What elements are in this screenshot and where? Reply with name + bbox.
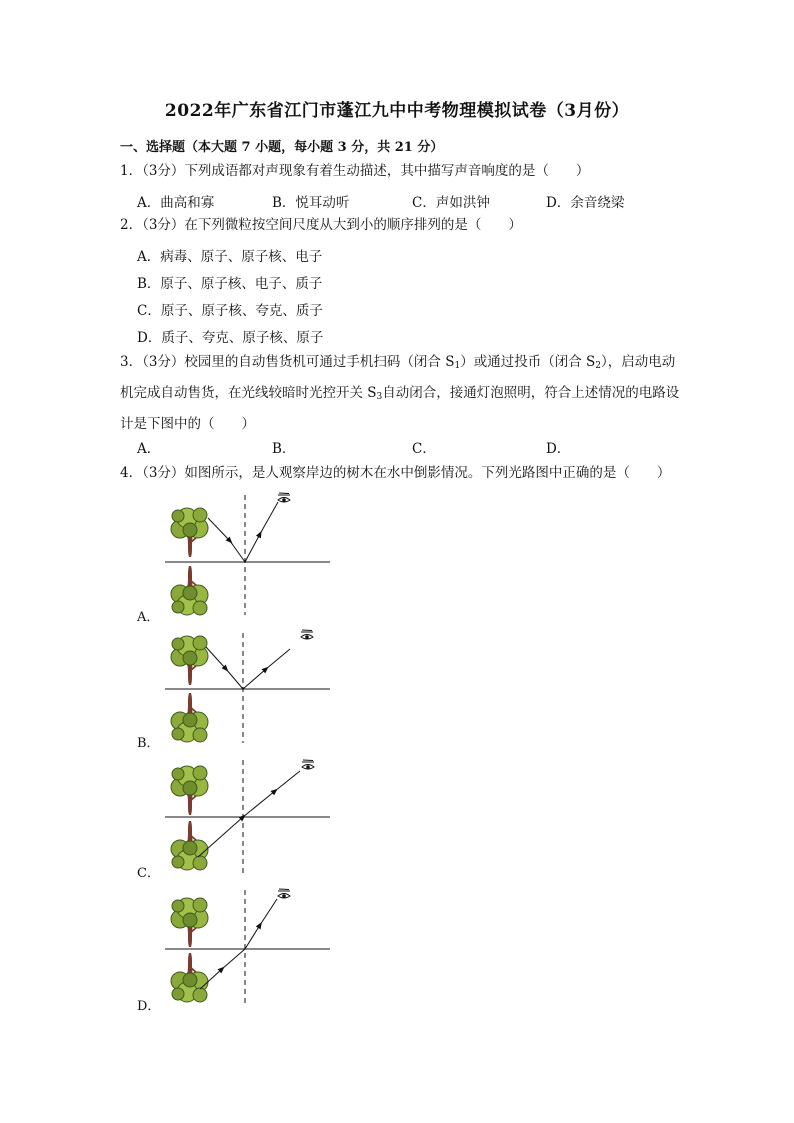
question-4-stem: 4．（3分）如图所示，是人观察岸边的树木在水中倒影情况。下列光路图中正确的是（ ）	[120, 465, 671, 481]
question-4-option-b[interactable]: B．	[137, 736, 160, 751]
light-path-diagram-d	[160, 885, 340, 1010]
question-3-stem: 3．（3分）校园里的自动售货机可通过手机扫码（闭合 $S_1$）或通过投币（闭合 $S_2$），启动电动机完成自动售货，在光线较暗时光控开关 $S_3$自动闭合，接通灯泡照明，符合上述情况的电路设计是下图中的（ ）	[120, 354, 680, 432]
question-4-option-c[interactable]: C．	[137, 866, 160, 881]
question-3-option-a[interactable]: A．	[137, 441, 161, 457]
question-3-option-d[interactable]: D．	[546, 441, 571, 457]
light-path-diagram-b	[160, 625, 340, 750]
light-path-diagram-c	[160, 755, 340, 880]
question-2-option-c[interactable]: C．原子、原子核、夸克、质子	[137, 303, 323, 319]
question-3-option-c[interactable]: C．	[412, 441, 436, 457]
question-1-option-c[interactable]: C．声如洪钟	[412, 195, 490, 211]
question-1-option-d[interactable]: D．余音绕梁	[546, 195, 625, 211]
question-4-option-d[interactable]: D．	[137, 999, 161, 1014]
question-2-option-d[interactable]: D．质子、夸克、原子核、原子	[137, 330, 324, 346]
question-1-option-a[interactable]: A．曲高和寡	[137, 195, 215, 211]
question-4-option-a[interactable]: A．	[137, 610, 160, 625]
section-heading: 一、选择题（本大题 7 小题，每小题 3 分，共 21 分）	[120, 140, 444, 155]
question-2-stem: 2．（3分）在下列微粒按空间尺度从大到小的顺序排列的是（ ）	[120, 217, 522, 233]
question-2-option-a[interactable]: A．病毒、原子、原子核、电子	[137, 249, 323, 265]
question-2-option-b[interactable]: B．原子、原子核、电子、质子	[137, 276, 323, 292]
question-1-option-b[interactable]: B．悦耳动听	[272, 195, 350, 211]
page-title: 2022年广东省江门市蓬江九中中考物理模拟试卷（3月份）	[164, 101, 630, 121]
question-1-stem: 1．（3分）下列成语都对声现象有着生动描述，其中描写声音响度的是（ ）	[120, 163, 590, 179]
light-path-diagram-a	[160, 490, 340, 620]
question-3-option-b[interactable]: B．	[272, 441, 296, 457]
